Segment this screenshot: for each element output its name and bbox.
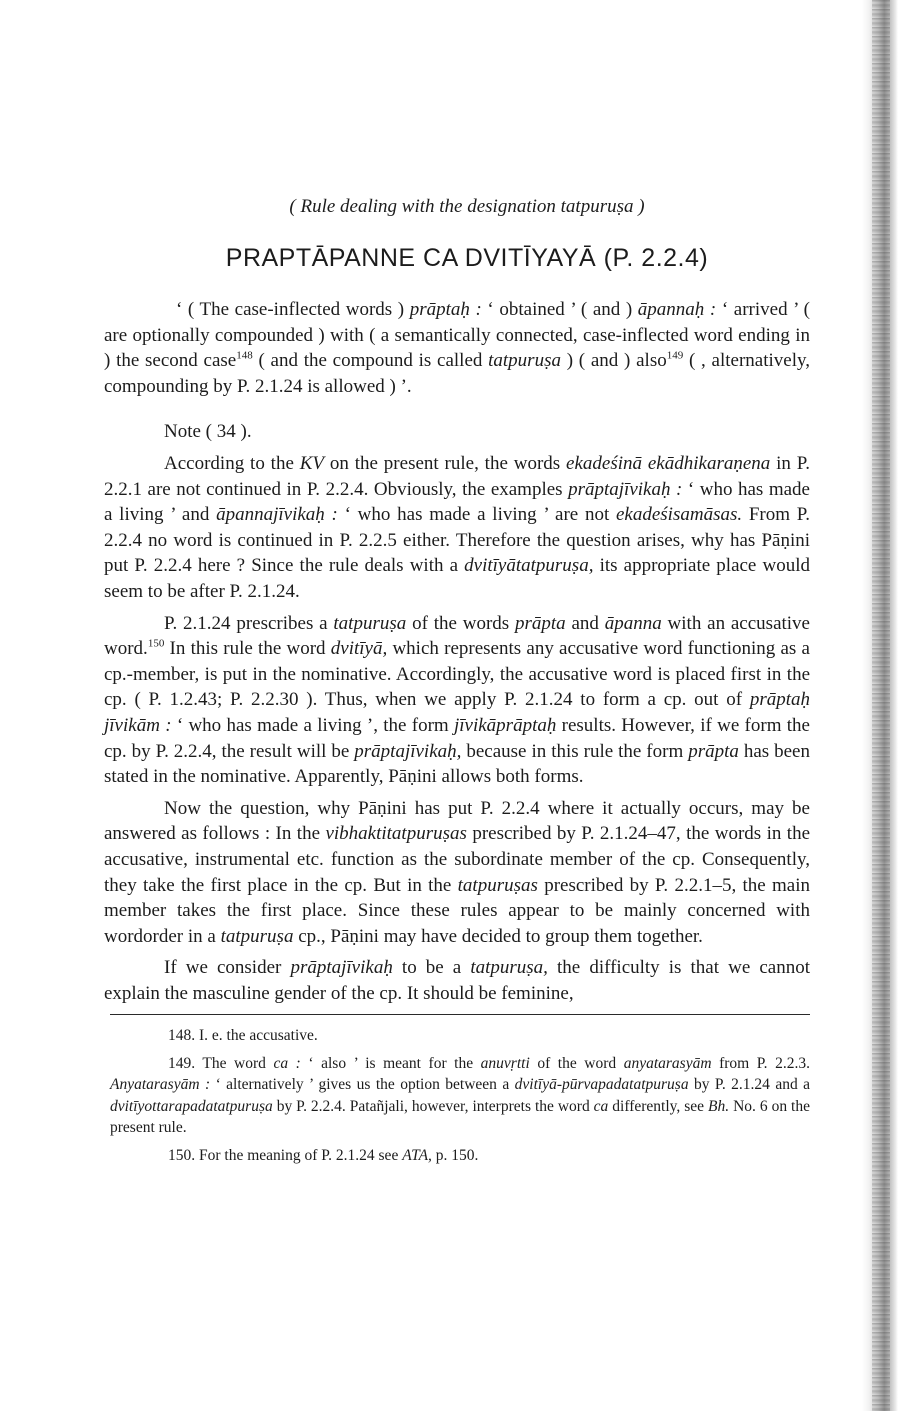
para-term: dvitīyā, bbox=[330, 638, 388, 660]
para-text: to be a bbox=[392, 957, 471, 979]
para-term: prāptaḥ jīvikām : bbox=[104, 689, 810, 736]
para-text: ‘ who has made a living ’ are not bbox=[337, 504, 616, 526]
footnote-148 bbox=[110, 1025, 810, 1047]
para-term: tatpuruṣa bbox=[220, 925, 294, 947]
footnote-term: dvitīyā-pūrvapadatatpuruṣa bbox=[514, 1076, 689, 1094]
rule-label: ( Rule dealing with the designation tatpuruṣa ) bbox=[289, 196, 645, 217]
footnote-term: anyatarasyām bbox=[623, 1054, 712, 1072]
para-term: ekadeśisamāsas. bbox=[615, 504, 743, 526]
para-term: KV bbox=[299, 453, 325, 474]
para-term: vibhaktitatpuruṣas bbox=[325, 823, 467, 845]
para-text: prescribed by P. 2.2.1–5, the main member takes the first place. Since these rules appear to be mainly concerned with wordorder in a bbox=[104, 874, 810, 947]
rule-translation bbox=[104, 297, 810, 399]
para-text: Now the question, why Pāṇini has put P. 2.2.4 where it actually occurs, may be answered as follows : In the bbox=[104, 797, 810, 845]
para-term: ekadeśinā ekādhikaraṇena bbox=[566, 453, 771, 474]
para-text: ‘ who has made a living ’ and bbox=[104, 478, 810, 526]
footnote-ref-148[interactable]: 148 bbox=[236, 349, 253, 362]
footnote-text: by P. 2.2.4. Patañjali, however, interprets the word bbox=[272, 1097, 594, 1115]
translation-text: ‘ obtained ’ ( and ) bbox=[481, 299, 638, 320]
para-text: on the present rule, the words bbox=[324, 453, 567, 474]
footnote-number: 150. bbox=[168, 1146, 196, 1164]
footnote-term: anuvṛtti bbox=[480, 1054, 530, 1072]
note-paragraph-3 bbox=[104, 796, 810, 950]
translation-text: ‘ ( The case-inflected words ) bbox=[176, 299, 410, 320]
para-term: dvitīyātatpuruṣa, bbox=[464, 555, 594, 577]
footnote-term: ca : bbox=[273, 1054, 301, 1072]
para-text: P. 2.1.24 prescribes a bbox=[164, 612, 334, 634]
footnote-term: Anyatarasyām : bbox=[110, 1076, 211, 1094]
para-text: According to the bbox=[164, 453, 300, 474]
footnote-text: from P. 2.2.3. bbox=[711, 1054, 810, 1072]
translation-text: ( , alternatively, compounding by P. 2.1.24 is allowed ) ’. bbox=[104, 350, 810, 397]
para-text: results. However, if we form the cp. by P. 2.2.4, the result will be bbox=[104, 714, 810, 762]
para-text: the difficulty is that we cannot explain the masculine gender of the cp. It should be feminine, bbox=[104, 957, 810, 1004]
translation-text: ( and the compound is called bbox=[252, 350, 489, 371]
note-heading: Note ( 34 ). bbox=[164, 421, 252, 442]
para-text: in P. 2.2.1 are not continued in P. 2.2.4. Obviously, the examples bbox=[104, 453, 810, 500]
footnote-text: ‘ also ’ is meant for the bbox=[300, 1054, 481, 1072]
footnote-number: 149. bbox=[168, 1054, 196, 1072]
footnote-text: by P. 2.1.24 and a bbox=[688, 1076, 811, 1094]
note-paragraph-1 bbox=[104, 451, 810, 605]
footnote-number: 148. bbox=[168, 1027, 196, 1045]
para-term: prāpta bbox=[514, 612, 566, 634]
para-term: tatpuruṣa bbox=[333, 612, 407, 634]
para-term: prāptajīvikaḥ, bbox=[354, 740, 462, 762]
footnote-text: For the meaning of P. 2.1.24 see bbox=[195, 1146, 403, 1164]
footnote-text: differently, see bbox=[608, 1097, 709, 1115]
para-text: prescribed by P. 2.1.24–47, the words in the accusative, instrumental etc. function as the subordinate member of the cp. Consequently, they take the first place in the cp. But in the bbox=[104, 823, 811, 896]
footnote-text: I. e. the accusative. bbox=[195, 1027, 318, 1045]
footnote-term: ATA, bbox=[402, 1146, 432, 1164]
para-text: and bbox=[565, 612, 605, 634]
note-paragraph-2 bbox=[104, 611, 810, 790]
translation-text: ‘ arrived ’ ( are optionally compounded ) with ( a semantically connected, case-inflected word ending in ) the second case bbox=[104, 299, 811, 371]
para-term: prāptajīvikaḥ : bbox=[568, 478, 683, 500]
footnote-divider bbox=[110, 1014, 810, 1015]
translation-term: prāptaḥ : bbox=[409, 299, 482, 320]
para-text: If we consider bbox=[164, 957, 291, 979]
para-text: From P. 2.2.4 no word is continued in P. 2.2.5 either. Therefore the question arises, why has Pāṇini put P. 2.2.4 here ? Since the rule deals with a bbox=[104, 504, 810, 577]
translation-text: ) ( and ) also bbox=[560, 350, 667, 371]
footnote-text: ‘ alternatively ’ gives us the option between a bbox=[210, 1076, 515, 1094]
footnote-ref-149[interactable]: 149 bbox=[666, 349, 684, 362]
para-term: prāptajīvikaḥ bbox=[290, 957, 393, 979]
para-term: āpanna bbox=[604, 612, 662, 634]
page-content bbox=[104, 196, 810, 1172]
para-text: has been stated in the nominative. Apparently, Pāṇini allows both forms. bbox=[104, 740, 810, 788]
footnote-text: The word bbox=[195, 1054, 274, 1072]
para-term: tatpuruṣa, bbox=[470, 957, 548, 979]
footnote-text: No. 6 on the present rule. bbox=[110, 1097, 810, 1137]
footnote-text: p. 150. bbox=[431, 1146, 479, 1164]
para-text: ‘ who has made a living ’, the form bbox=[171, 714, 454, 736]
para-term: tatpuruṣas bbox=[457, 874, 538, 896]
footnote-term: ca bbox=[593, 1097, 609, 1115]
para-text: with an accusative word. bbox=[104, 612, 810, 660]
footnote-149 bbox=[110, 1053, 810, 1139]
para-text: In this rule the word bbox=[164, 638, 331, 660]
footnote-150 bbox=[110, 1145, 810, 1167]
translation-term: tatpuruṣa bbox=[488, 350, 561, 371]
para-term: prāpta bbox=[688, 740, 739, 762]
para-text: which represents any accusative word functioning as a cp.-member, is put in the nominative. Accordingly, the accusative word is placed first in the cp. ( P. 1.2.43; P. 2.2.30 ). Thus, when we apply P. 2.1.24 to form a cp. out of bbox=[104, 638, 810, 711]
note-paragraph-4 bbox=[104, 955, 810, 1006]
para-term: jīvikāprāptaḥ bbox=[453, 714, 557, 736]
para-text: because in this rule the form bbox=[461, 740, 689, 762]
para-text: cp., Pāṇini may have decided to group them together. bbox=[293, 925, 703, 947]
footnote-ref-150[interactable]: 150 bbox=[147, 637, 165, 650]
para-term: āpannajīvikaḥ : bbox=[216, 504, 338, 526]
footnote-term: Bh. bbox=[708, 1097, 730, 1115]
footnote-text: of the word bbox=[529, 1054, 624, 1072]
footnote-term: dvitīyottarapadatatpuruṣa bbox=[110, 1097, 273, 1115]
para-text: its appropriate place would seem to be after P. 2.1.24. bbox=[104, 555, 810, 602]
para-text: of the words bbox=[406, 612, 515, 634]
translation-term: āpannaḥ : bbox=[637, 299, 717, 320]
rule-title: PRAPTĀPANNE CA DVITĪYAYĀ (P. 2.2.4) bbox=[225, 244, 709, 272]
page-edge-shadow bbox=[872, 0, 890, 1411]
